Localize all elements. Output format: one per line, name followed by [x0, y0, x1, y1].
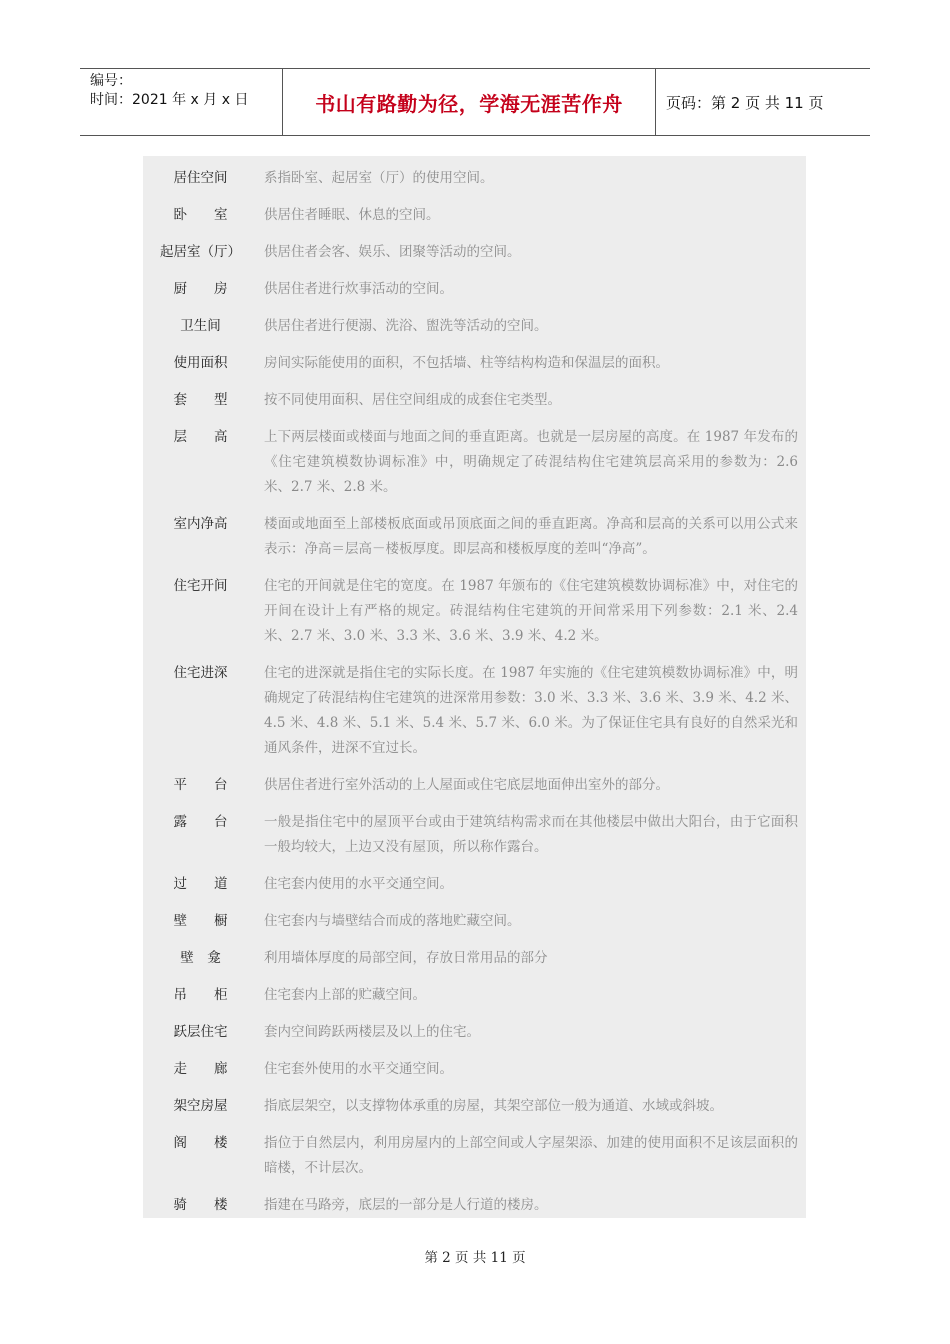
glossary-definition: 供居住者会客、娱乐、团聚等活动的空间。 [264, 244, 521, 260]
glossary-definition: 一般是指住宅中的屋顶平台或由于建筑结构需求而在其他楼层中做出大阳台，由于它面积一般均较大，上边又没有屋顶，所以称作露台。 [264, 814, 798, 855]
glossary-row [143, 810, 806, 860]
glossary-term: 阁 楼 [173, 1135, 228, 1151]
glossary-definition: 系指卧室、起居室（厅）的使用空间。 [264, 170, 494, 186]
glossary-row [143, 1131, 806, 1181]
glossary-definition: 住宅套外使用的水平交通空间。 [264, 1061, 453, 1077]
glossary-definition: 指位于自然层内，利用房屋内的上部空间或人字屋架添、加建的使用面积不足该层面积的暗楼，不计层次。 [264, 1135, 798, 1176]
glossary-term: 住宅进深 [173, 665, 228, 681]
glossary-definition: 住宅套内使用的水平交通空间。 [264, 876, 453, 892]
document-number-label: 编号： [90, 73, 132, 89]
header-meta [80, 69, 282, 135]
glossary-term: 平 台 [173, 777, 228, 793]
glossary-row [143, 1094, 806, 1119]
glossary-row [143, 425, 806, 500]
glossary-term: 吊 柜 [173, 987, 228, 1003]
glossary-definition: 上下两层楼面或楼面与地面之间的垂直距离。也就是一层房屋的高度。在 1987 年发布的《住宅建筑模数协调标准》中，明确规定了砖混结构住宅建筑层高采用的参数为：2.6 米、2.7 米、2.8 米。 [264, 429, 798, 495]
glossary-term: 使用面积 [173, 355, 228, 371]
glossary-row [143, 946, 806, 971]
glossary-table [143, 156, 806, 1218]
header-motto: 书山有路勤为径，学海无涯苦作舟 [315, 91, 623, 116]
glossary-row [143, 1020, 806, 1045]
glossary-row [143, 773, 806, 798]
glossary-row [143, 983, 806, 1008]
glossary-definition: 住宅套内与墙壁结合而成的落地贮藏空间。 [264, 913, 521, 929]
header-page-number: 页码：第 2 页 共 11 页 [666, 93, 824, 112]
glossary-definition: 供居住者睡眠、休息的空间。 [264, 207, 440, 223]
glossary-term: 套 型 [173, 392, 228, 408]
glossary-term: 架空房屋 [173, 1098, 228, 1114]
glossary-term: 卧 室 [173, 207, 228, 223]
glossary-row [143, 1057, 806, 1082]
glossary-row [143, 314, 806, 339]
glossary-term: 走 廊 [173, 1061, 228, 1077]
glossary-definition: 供居住者进行室外活动的上人屋面或住宅底层地面伸出室外的部分。 [264, 777, 669, 793]
glossary-row [143, 872, 806, 897]
glossary-definition: 供居住者进行便溺、洗浴、盥洗等活动的空间。 [264, 318, 548, 334]
glossary-row [143, 277, 806, 302]
document-time-label: 时间：2021 年 x 月 x 日 [90, 92, 249, 108]
glossary-definition: 指底层架空，以支撑物体承重的房屋，其架空部位一般为通道、水域或斜坡。 [264, 1098, 723, 1114]
glossary-term: 层 高 [173, 429, 228, 445]
glossary-definition: 指建在马路旁，底层的一部分是人行道的楼房。 [264, 1197, 548, 1213]
glossary-term: 住宅开间 [173, 578, 228, 594]
glossary-row [143, 1193, 806, 1218]
header-page-cell [656, 69, 870, 135]
glossary-term: 过 道 [173, 876, 228, 892]
glossary-term: 骑 楼 [173, 1197, 228, 1213]
header-motto-cell [282, 69, 656, 135]
glossary-term: 卫生间 [180, 318, 221, 334]
glossary-term: 壁 橱 [173, 913, 228, 929]
glossary-term: 起居室（厅） [160, 244, 241, 260]
glossary-row [143, 574, 806, 649]
glossary-row [143, 388, 806, 413]
glossary-term: 露 台 [173, 814, 228, 830]
glossary-definition: 利用墙体厚度的局部空间，存放日常用品的部分 [264, 950, 548, 966]
glossary-term: 跃层住宅 [173, 1024, 228, 1040]
glossary-row [143, 512, 806, 562]
glossary-definition: 供居住者进行炊事活动的空间。 [264, 281, 453, 297]
page-footer: 第 2 页 共 11 页 [424, 1250, 526, 1266]
glossary-term: 居住空间 [173, 170, 228, 186]
glossary-row [143, 351, 806, 376]
page-header [80, 68, 870, 136]
glossary-term: 室内净高 [173, 516, 228, 532]
glossary-row [143, 909, 806, 934]
glossary-definition: 住宅套内上部的贮藏空间。 [264, 987, 426, 1003]
glossary-definition: 住宅的开间就是住宅的宽度。在 1987 年颁布的《住宅建筑模数协调标准》中，对住宅的开间在设计上有严格的规定。砖混结构住宅建筑的开间常采用下列参数：2.1 米、2.4 米、2.7 米、3.0 米、3.3 米、3.6 米、3.9 米、4.2 米。 [264, 578, 798, 644]
glossary-definition: 住宅的进深就是指住宅的实际长度。在 1987 年实施的《住宅建筑模数协调标准》中，明确规定了砖混结构住宅建筑的进深常用参数：3.0 米、3.3 米、3.6 米、3.9 米、4.2 米、4.5 米、4.8 米、5.1 米、5.4 米、5.7 米、6.0 米。为了保证住宅具有良好的自然采光和通风条件，进深不宜过长。 [264, 665, 798, 756]
glossary-definition: 楼面或地面至上部楼板底面或吊顶底面之间的垂直距离。净高和层高的关系可以用公式来表示：净高＝层高－楼板厚度。即层高和楼板厚度的差叫“净高”。 [264, 516, 798, 557]
glossary-definition: 按不同使用面积、居住空间组成的成套住宅类型。 [264, 392, 561, 408]
glossary-term: 壁 龛 [180, 950, 221, 966]
glossary-definition: 套内空间跨跃两楼层及以上的住宅。 [264, 1024, 480, 1040]
glossary-row [143, 240, 806, 265]
glossary-term: 厨 房 [173, 281, 228, 297]
glossary-row [143, 661, 806, 761]
glossary-row [143, 166, 806, 191]
glossary-definition: 房间实际能使用的面积，不包括墙、柱等结构构造和保温层的面积。 [264, 355, 669, 371]
glossary-row [143, 203, 806, 228]
